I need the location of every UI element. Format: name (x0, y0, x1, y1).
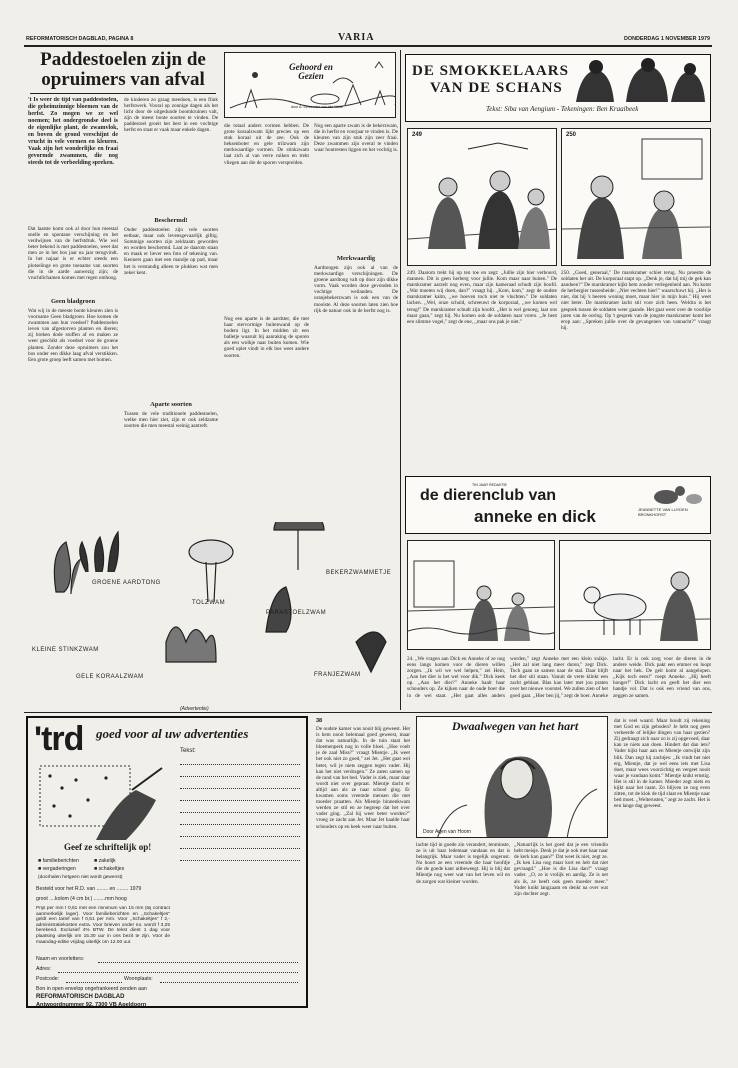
comic-250-drawing (562, 129, 711, 266)
label-franjezwam: FRANJEZWAM (314, 672, 361, 678)
ad-address: Antwoordnummer 92, 7300 VB Apeldoorn (36, 1002, 147, 1008)
mushroom-lead: 't Is weer de tijd van paddestoelen, die geheimzinnige bloemen van de herfst. Zo mogen we ze wel noemen; het ondergrondse deel is de eigenlijke plant, de zwamvlok, en boven de grond verschijnt de vrucht in vele vormen en kleuren. Vaak zijn het wonderlijke en fraai gevormde zwammen, die nog steeds tot de verbeelding spreken. (28, 97, 118, 166)
label-tolzwam: TOLZWAM (192, 600, 226, 606)
dierenclub-panel-left (407, 540, 555, 650)
dierenclub-text: 24. ,,We vragen aan Dick en Anneke of ze nog eens langs komen voor de dieren willen zorgen. ,,Ik wil we wel helpen," zei Hein, ,,Aan het dier is het wel voor dik." Dick keek op. ,,Aan het dier?" Anneke haalt haar schouders op. Ze kijken naar de oude boer die in de wei staat. ,,Het gaat alles anders worden," zegt Anneke met een klein snikje. ,,Het zal niet lang meer duren," zegt Dick. Toch gaan ze samen naar de stal. Daar blijft het dier stil staan. Vanuit de verte klinkt een zacht geblaat. Blas kan later met jou praten over het nieuwe voorstel. We zullen zien of het goed gaat. ,,Hier ben jij," zegt de boer. Anneke lacht. Er is ook zorg voor de dieren in de andere weide. Dick pakt een emmer en loopt naar het hek. De geit komt al aangelopen. ,,Kijk toch eens!" roept Anneke. ,,Hij heeft honger!" Dick lacht en geeft het dier een handje vol. Dat is ook een vriend van ons, zeggen ze samen. (407, 656, 711, 699)
divider-vertical-1 (400, 50, 401, 710)
gehoord-title: Gehoord en Gezien (289, 62, 333, 81)
dierenclub-animals (646, 481, 706, 507)
dierenclub-credits: JEANNETTE VAN LUYDEN BRONKHORST (638, 507, 688, 517)
option-vergaderingen-label: vergaderingen (42, 866, 76, 872)
smokkelaars-title-1: DE SMOKKELAARS (412, 63, 569, 79)
mushroom-col3b: Nog een aparte is de aardster, die met haar stervormige buitenwand op de bodem ligt. In het midden zit een balletje waaruit bij aanraking de sporen als een wolkje naar buiten komen. Wie goed oplet vindt in elk bos weer andere soorten. (224, 316, 309, 359)
dierenclub-right-drawing (560, 541, 711, 650)
panel-number-249: 249 (412, 132, 423, 138)
naam-input[interactable] (98, 962, 298, 963)
subhead-beschermd: Beschermd! (154, 217, 188, 224)
advertentie-tag: (Advertentie) (180, 706, 209, 712)
story-episode: 38 (316, 718, 323, 724)
ad-note: (doorhalen hetgeen niet wordt gewenst) (38, 875, 123, 880)
mushroom-headline: Paddestoelen zijn de opruimers van afval (40, 49, 206, 90)
option-schakeltjes[interactable]: ■ schakeltjes (94, 866, 125, 872)
gehoord-byline: door A. Schreuder van der Valde (291, 105, 343, 109)
story-byline: Door Arjen van Hoorn (423, 829, 472, 835)
ad-tekst-label: Tekst: (180, 748, 196, 754)
option-familieberichten-label: familieberichten (42, 858, 79, 864)
ad-woonplaats-label: Woonplaats: (124, 976, 153, 982)
label-kleine-stinkzwam: KLEINE STINKZWAM (32, 647, 99, 653)
tekst-line-8[interactable] (180, 848, 300, 849)
story-col2b: ,,Natuurlijk is het goed dat je een vriendin hebt meisje. Denk je dat je ook met haar naar de kerk kan gaan?" Dat weet ik niet, zegt ze. ,,Ik ken Lisa nog maar kort en heb dat niet gevraagd." ,,Hoe is die Lisa dan?" vraagt vader. ,,O, ze is vrolijk en aardig. Ze is net als ik, ze heeft ook geen moeder meer." Vader knikt langzaam en denkt na over wat zijn dochter zegt. (514, 842, 608, 897)
dierenclub-tag: TIN JAAR REDAKTIE (472, 483, 507, 487)
comic-249-drawing (408, 129, 557, 266)
ad-headline: goed voor al uw advertenties (96, 726, 249, 741)
mushroom-col2b: Onder paddestoelen zijn vele soorten eetbaar, maar ook levensgevaarlijk giftig. Sommige soorten zijn zeldzaam geworden en worden beschermd. Laat ze daarom staan en maak er liever een foto of tekening van. Kenners gaan met een mandje op pad, maar het is verstandig alleen te plukken wat men zeker kent. (124, 227, 218, 276)
story-illustration (417, 735, 608, 838)
masthead-left: REFORMATORISCH DAGBLAD, PAGINA 8 (26, 36, 134, 42)
story-title: Dwaalwegen van het hart (451, 719, 579, 733)
ad-logo: 'trd (34, 720, 84, 758)
story-title-box (416, 716, 608, 838)
ad-naam-label: Naam en voorletters: (36, 956, 85, 962)
tekst-line-4[interactable] (180, 800, 300, 801)
label-bekerzwammetje: BEKERZWAMMETJE (326, 570, 392, 576)
section-rule (24, 712, 712, 713)
masthead-rule (24, 45, 712, 47)
dierenclub-panel-right (559, 540, 711, 650)
tekst-line-2[interactable] (180, 776, 300, 777)
advertisement-box (26, 716, 308, 1008)
ad-groot: groot ....kolom (4 cm br.) ........mm hoog (36, 896, 127, 902)
tekst-line-6[interactable] (180, 824, 300, 825)
mushroom-col1: Dat laatste komt ook al door hun meestal snelle en spontane verschijning en het verdwijnen van de herfstdruk. Wie wel beter bekend is met paddestoelen, weet dat men ze in het bos jaar na jaar terugvindt. In het najaar is er echter steeds een plotselinge en grote toename van soorten die in de aarde aanwezig zijn; de vruchtlichamen komen met regen omhoog. (28, 226, 118, 281)
smokkelaars-text-249: 249. Daarom trekt hij op ten toe en zegt: ,,Jullie zijn hier verboord, mannen. Dit is geen herberg voor jullie. Kom maar naar buiten." De marskramer aarzelt nog even, maar zijn kameraad schudt zijn hoofd. ,,Wat moeten wij doen, dan?" vraagt hij. ,,Kom, kom," zegt de oudste marskramer kalm, ,,we hoeven toch niet te vluchten." De soldaten lachen. ,,Wel, onze schuld, schreeuwt de korporaal, ,,we komen wel terug!" De marskramer schudt zijn hoofd. ,,Het is wel genoeg, laat ons maar gaan," zegt hij. Nu komen ook de soldaten naar voren. ,,Je bent een slimme vogel," zegt de ene, ,,maar ons pak je niet." (407, 270, 557, 325)
dierenclub-title-2: anneke en dick (474, 507, 596, 526)
option-familieberichten[interactable]: ■ familieberichten (38, 858, 79, 864)
mushroom-illustration (26, 522, 398, 706)
adres-input[interactable] (58, 972, 298, 973)
option-vergaderingen[interactable]: ■ vergaderingen (38, 866, 76, 872)
tekst-line-9[interactable] (180, 860, 300, 861)
hands-illustration (36, 760, 172, 842)
smokkelaars-banner (405, 54, 711, 122)
mushroom-col3: die totaal anders vormen hebben. De grote koraalzwam lijkt precies op een stuk koraal uit de zee. Ook de heksenboter en gele trilzwam zijn merkwaardige vormen. De stinkzwam laat zich al van verre ruiken en trekt vliegen aan die de sporen verspreiden. (224, 123, 309, 166)
ad-besteld: Besteld voor het R.D. van ........ en ........ 1979 (36, 886, 142, 892)
masthead-section: VARIA (338, 32, 375, 43)
story-col3: dat is veel waard. Maar houdt zij rekening met God en zijn geboden? Je hebt nog geen verkeerde of lelijke dingen van haar gezien? Zij gedraagt zich naar zo is zij opgevoed, daar kan ze niets aan doen. Hindert dat dan iets? Vader kijkt haar aan en Mientje ontwijkt zijn blik. Dan zegt hij zachtjes: ,,Ik vindt het niet erg, Mientje, dat je wel eens iets met Lisa doet, maar wees voorzichtig en vergeet nooit waar je vandaan komt." Mientje knikt ernstig. Het is stil in de kamer. Moeder zegt niets en kijkt naar het raam. Zo blijven ze nog even zitten, tot de klok de tijd slaat en Mientje naar bed moet. ,,Welterusten," zegt ze zacht. Het is een lange dag geweest. (614, 718, 710, 810)
smokkelaars-title-2: VAN DE SCHANS (430, 80, 563, 96)
ad-geef-ze: Geef ze schriftelijk op! (64, 842, 152, 852)
option-schakeltjes-label: schakeltjes (98, 866, 125, 872)
smokkelaars-figures (566, 57, 706, 102)
tekst-line-5[interactable] (180, 812, 300, 813)
headline-rule (30, 93, 216, 94)
dierenclub-title-1: de dierenclub van (420, 487, 557, 504)
ad-prijs: Prijs per mm f 0,61 met een minimum van 15 mm (bij contract aanmerkelijk lager). Voor familieberichten en ,,Schakeltjes" geldt een tarief van f 0,51 per mm. Voor ,,Schakeltjes" f 2,- administratiekosten extra. Voor brieven onder no. wordt f 3,25 berekend. Exclusief 4% BTW. De tekst dient 1 dag voor plaatsing uiterlijk om 15.30 uur in ons bezit te zijn. Voor de maandag-editie vrijdag uiterlijk om 12.00 uur. (36, 906, 170, 945)
story-col1: De oudste kamer was nooit blij geweest. Het is hem nooit helemaal goed geweest, maar dat was natuurlijk. In de tuin staat het bloemenperk nog in volle bloei. ,,Hoe voelt je de zaal Miss?" vraagt Mientje. ,,Ik weet het ook niet zo goed," zei Jet. ,,Het gaat wel beter, wil je niets zeggen tegen vader. Hij kan het niet verdragen." Ze zaten samen op de rand van het bed. Vader is ziek, maar daar wordt niet over gepraat. Mientje dacht er altijd aan als ze naar school ging. Er kwamen soms vreemde mensen die met moeder praatten. Als Mientje binnenkwam werden ze stil en ze begreep dat het over vader ging. ,,Zal hij weer beter worden?" vroeg ze zacht aan Jet. Maar Jet haalde haar schouders op en keek weer naar buiten. (316, 726, 410, 830)
gehoord-logo (224, 52, 396, 118)
ad-org: REFORMATORISCH DAGBLAD (36, 994, 125, 1000)
tekst-line-1[interactable] (180, 764, 300, 765)
ad-send: Bon in open envelop ongefrankeerd zenden aan (36, 986, 147, 992)
label-parasolzwam: PARASTOELZWAM (266, 610, 327, 616)
smokkelaars-text-250: 250. ,,Goed, generaal," De marskramer schiet terug. Nu proestte de soldaten het uit. De korporaal stapt op. ,,Denk je, dat hij mij de gek kan aandoen?" De marskramer kijkt hem zonder verlegenheid aan. Nu komt de herbergier tussenbeide: ,,Niet vechten hier!" waarschuwt hij. ,,Het is niet, dat hij 's heeren woning moet, maar hier in mijn huis." Hij weet niet beter. De marskramer lacht stil voor zich heen. Weldra is het gesprek tussen de soldaten weer gaande. Het gaat weer over de voorbije jaren van de oorlog. Op 't gesprek van de jongste marskramer komt het erop aan: ,,Spreken jullie over de gevangenen van vannacht?" vraagt hij. (561, 270, 711, 331)
mushroom-col2: de kinderen zo graag meedoen, is een flink herfstwerk. Vooral op zonnige dagen als het licht door de uitgedunde boomkruinen valt, zijn de meest bonte soorten te vinden. De paddestoel groeit het best in een vochtige herfst en staat er vaak maar enkele dagen. (124, 97, 218, 134)
panel-number-250: 250 (566, 132, 577, 138)
option-zakelijk[interactable]: ■ zakelijk (94, 858, 116, 864)
postcode-input[interactable] (66, 982, 122, 983)
masthead-date: DONDERDAG 1 NOVEMBER 1979 (624, 36, 710, 42)
label-gele-koraalzwam: GELE KORAALZWAM (76, 674, 144, 680)
ad-postcode-label: Postcode: (36, 976, 60, 982)
smokkelaars-credits: Tekst: Siba van Aengium - Tekeningen: Ben Kraaibeek (486, 105, 639, 113)
mushroom-col2c: Tussen de vele traditionele paddestoelen, welke men hier ziet, zijn er ook zeldzame soorten die men meestal weinig aantreft. (124, 411, 218, 430)
woonplaats-input[interactable] (160, 982, 298, 983)
comic-panel-249 (407, 128, 557, 266)
ad-adres-label: Adres: (36, 966, 51, 972)
story-col2a: lachte tijd in goede zin verandert, tenminste, ze is uit haar ledemaat vandaan en dat is belangrijk. Maar vader is tegelijk ongerust. Nu hoort ze een vreemde die haar hoofdje die de goede kant uitbeweegt. Hij is blij dat Mientje nog weer wat van het leven wil en de zorgen wat kleiner worden. (416, 842, 510, 885)
mushroom-col4: Nog een aparte zwam is de bekerzwam, die in herfst en voorjaar te vinden is. De kleuren van zijn stuk zijn zeer fraai. Deze zwammen zijn overal te vinden waar houtresten liggen en het vochtig is. (314, 123, 398, 154)
subhead-aparte: Aparte soorten (150, 401, 192, 408)
label-groene-aardtong: GROENE AARDTONG (92, 580, 161, 586)
option-zakelijk-label: zakelijk (98, 858, 116, 864)
mushroom-col1b: Wat wij in de meeste bonte kleuren zien is voorname Geen bladgroen. Hoe komen de zwammen aan hun voedsel? Paddestoelen leven van afgestorven planten en dieren; zij breken dode stoffen af en maken ze weer geschikt als voedsel voor de groene planten. Zonder deze opruimers zou het bos onder een dikke laag afval verstikken. Een grote groep leeft samen met bomen. (28, 308, 118, 363)
subhead-bladgroen: Geen bladgroen (50, 298, 96, 305)
mushroom-col4b: Aardtongen zijn ook al van de merkwaardige verschijningen. De groene aardtong valt op door zijn dikke vorm. Vaak worden deze gevonden in vochtige weilanden. De oranjebekerzwam is ook een van de mooiste. Al deze soorten laten zien hoe rijk de natuur ook in de herfst nog is. (314, 265, 398, 314)
tekst-line-7[interactable] (180, 836, 300, 837)
subhead-merkwaardig: Merkwaardig (336, 255, 376, 262)
dierenclub-banner (405, 476, 711, 534)
dierenclub-left-drawing (408, 541, 555, 650)
comic-panel-250 (561, 128, 711, 266)
tekst-line-3[interactable] (180, 788, 300, 789)
